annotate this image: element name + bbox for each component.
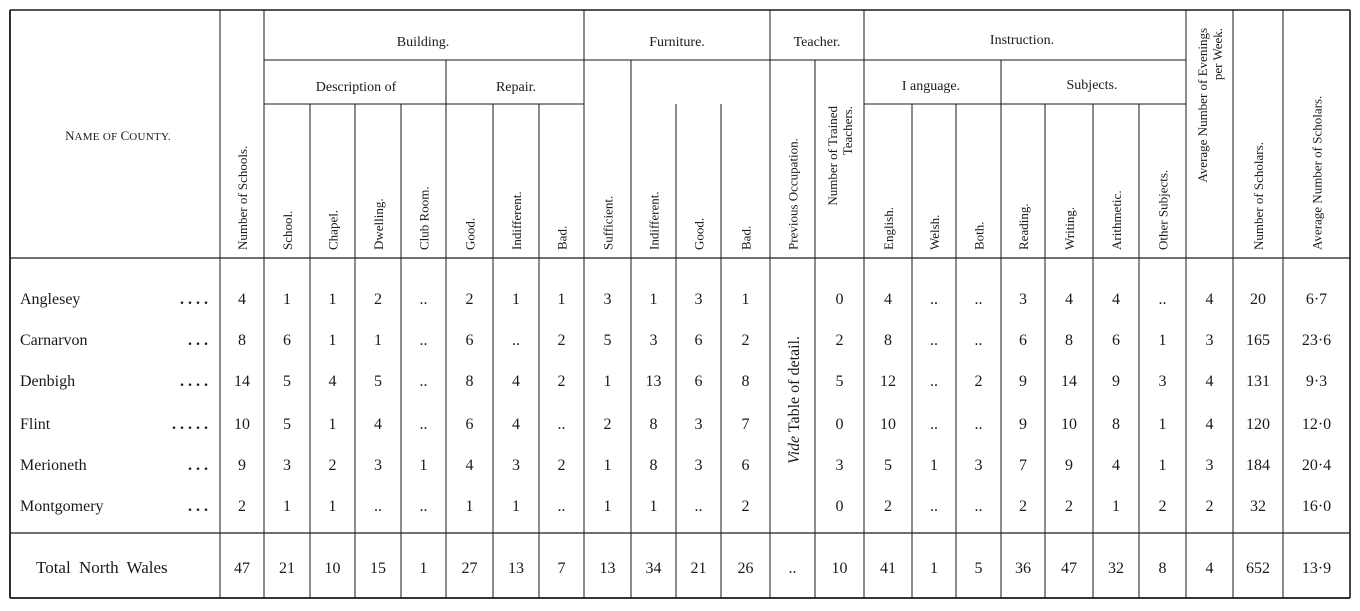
cell-scholars: 120	[1246, 416, 1270, 433]
total-cell-reading: 36	[1015, 560, 1031, 577]
cell-good-repair: 2	[465, 291, 474, 308]
cell-indifferent-furniture: 13	[645, 373, 662, 390]
cell-welsh: 1	[930, 457, 938, 474]
group-header-furniture: Furniture.	[649, 35, 705, 50]
cell-bad-furniture: 7	[741, 416, 750, 433]
cell-arithmetic: 9	[1112, 373, 1120, 390]
cell-bad-furniture: 6	[741, 457, 750, 474]
total-cell-both: 5	[974, 560, 983, 577]
subgroup-header-language: I anguage.	[901, 79, 961, 94]
cell-schools: 8	[238, 332, 246, 349]
table-row	[20, 373, 1327, 390]
county-name: Flint	[20, 416, 51, 433]
cell-other-subjects: 1	[1158, 416, 1167, 433]
cell-arithmetic: 1	[1112, 498, 1120, 515]
total-cell-indifferent-furniture: 34	[645, 560, 662, 577]
cell-schools: 4	[238, 291, 246, 308]
cell-bad-furniture: 2	[741, 498, 750, 515]
cell-other-subjects: 2	[1158, 498, 1167, 515]
total-cell-chapel: 10	[324, 560, 341, 577]
column-headers	[235, 28, 1325, 250]
leader-dots: . . . . .	[172, 416, 208, 433]
column-header-scholars: Number of Scholars.	[1251, 142, 1266, 250]
total-cell-good-repair: 27	[461, 560, 478, 577]
cell-dwelling: 1	[374, 332, 382, 349]
cell-bad-repair: ..	[557, 498, 566, 515]
subgroup-header-description: Description of	[315, 80, 397, 95]
cell-reading: 6	[1019, 332, 1027, 349]
cell-sufficient: 1	[603, 373, 612, 390]
total-cell-schools: 47	[234, 560, 250, 577]
cell-chapel: 1	[328, 498, 337, 515]
cell-english: 5	[884, 457, 892, 474]
total-cell-trained-teachers: 10	[831, 560, 848, 577]
cell-other-subjects: 1	[1158, 457, 1167, 474]
cell-school: 5	[283, 373, 291, 390]
cell-arithmetic: 6	[1112, 332, 1120, 349]
cell-good-furniture: 6	[694, 332, 703, 349]
cell-trained-teachers: 3	[835, 457, 844, 474]
cell-bad-repair: 1	[557, 291, 566, 308]
cell-dwelling: 3	[374, 457, 382, 474]
cell-bad-furniture: 2	[741, 332, 750, 349]
column-header-both: Both.	[971, 221, 987, 250]
column-header-schools: Number of Schools.	[235, 145, 250, 250]
county-name: Anglesey	[20, 291, 81, 308]
cell-good-furniture: 6	[694, 373, 703, 390]
cell-good-repair: 6	[465, 332, 474, 349]
cell-indifferent-repair: 4	[512, 416, 520, 433]
cell-other-subjects: 3	[1158, 373, 1167, 390]
cell-indifferent-repair: 3	[512, 457, 520, 474]
cell-club-room: ..	[419, 332, 428, 349]
cell-scholars: 32	[1250, 498, 1266, 515]
total-cell-english: 41	[880, 560, 896, 577]
county-column-header: NAME OF COUNTY.	[65, 128, 171, 143]
cell-good-furniture: 3	[694, 416, 703, 433]
subgroup-header-repair: Repair.	[495, 80, 537, 95]
cell-scholars: 131	[1246, 373, 1270, 390]
cell-trained-teachers: 5	[835, 373, 844, 390]
cell-club-room: ..	[419, 373, 428, 390]
cell-english: 12	[880, 373, 896, 390]
leader-dots: . . .	[188, 498, 208, 515]
cell-good-furniture: ..	[694, 498, 703, 515]
cell-schools: 14	[234, 373, 250, 390]
cell-school: 6	[283, 332, 291, 349]
column-header-avg-evenings-line-1: Average Number of Evenings	[1195, 28, 1210, 183]
cell-writing: 14	[1061, 373, 1077, 390]
cell-reading: 9	[1019, 416, 1027, 433]
cell-avg-evenings: 3	[1205, 457, 1214, 474]
cell-english: 4	[884, 291, 892, 308]
cell-writing: 4	[1065, 291, 1073, 308]
cell-chapel: 1	[328, 291, 337, 308]
total-cell-previous-occupation: ..	[788, 560, 797, 577]
cell-bad-furniture: 8	[741, 373, 750, 390]
cell-bad-repair: ..	[557, 416, 566, 433]
cell-dwelling: ..	[374, 498, 382, 515]
county-name: Carnarvon	[20, 332, 88, 349]
cell-reading: 2	[1019, 498, 1027, 515]
cell-bad-repair: 2	[557, 373, 566, 390]
cell-both: 3	[974, 457, 983, 474]
total-cell-avg-scholars: 13·9	[1301, 560, 1332, 577]
cell-dwelling: 4	[374, 416, 382, 433]
leader-dots: . . .	[188, 457, 208, 474]
total-cell-bad-furniture: 26	[737, 560, 754, 577]
cell-reading: 3	[1019, 291, 1027, 308]
cell-arithmetic: 4	[1112, 457, 1120, 474]
cell-trained-teachers: 0	[835, 416, 844, 433]
cell-arithmetic: 8	[1112, 416, 1120, 433]
table-rules	[10, 10, 1350, 598]
total-label: Total North Wales	[36, 558, 168, 577]
cell-avg-scholars: 9·3	[1305, 373, 1328, 390]
total-cell-bad-repair: 7	[557, 560, 566, 577]
cell-both: ..	[974, 416, 983, 433]
column-header-avg-evenings-line-2: per Week.	[1210, 28, 1225, 81]
cell-sufficient: 5	[603, 332, 612, 349]
cell-trained-teachers: 2	[835, 332, 844, 349]
column-header-previous-occupation: Previous Occupation.	[785, 138, 801, 250]
cell-schools: 2	[238, 498, 246, 515]
group-header-building: Building.	[396, 35, 450, 50]
cell-club-room: ..	[419, 291, 428, 308]
cell-both: ..	[974, 332, 983, 349]
cell-bad-repair: 2	[557, 332, 566, 349]
group-header-teacher: Teacher.	[793, 35, 841, 50]
cell-club-room: ..	[419, 416, 428, 433]
total-cell-welsh: 1	[930, 560, 938, 577]
cell-indifferent-furniture: 1	[649, 291, 658, 308]
column-header-sufficient: Sufficient.	[600, 195, 616, 250]
cell-writing: 9	[1065, 457, 1073, 474]
cell-chapel: 4	[328, 373, 337, 390]
cell-indifferent-furniture: 8	[649, 457, 658, 474]
total-cell-avg-evenings: 4	[1205, 560, 1214, 577]
cell-avg-scholars: 20·4	[1301, 457, 1332, 474]
county-name: Merioneth	[20, 457, 87, 474]
column-header-good-furniture: Good.	[691, 217, 707, 250]
column-header-school: School.	[280, 210, 295, 250]
cell-scholars: 20	[1250, 291, 1266, 308]
cell-welsh: ..	[930, 498, 938, 515]
leader-dots: . . . .	[180, 291, 208, 308]
column-header-chapel: Chapel.	[325, 209, 341, 250]
cell-indifferent-furniture: 1	[649, 498, 658, 515]
cell-avg-scholars: 6·7	[1305, 291, 1328, 308]
subgroup-header-subjects: Subjects.	[1066, 78, 1118, 93]
cell-sufficient: 1	[603, 498, 612, 515]
column-header-club-room: Club Room.	[416, 186, 432, 250]
cell-scholars: 184	[1246, 457, 1270, 474]
county-name: Montgomery	[20, 498, 104, 515]
total-cell-sufficient: 13	[599, 560, 616, 577]
cell-english: 10	[880, 416, 896, 433]
column-header-welsh: Welsh.	[927, 214, 942, 250]
cell-good-furniture: 3	[694, 291, 703, 308]
cell-good-repair: 8	[465, 373, 474, 390]
cell-indifferent-repair: 1	[512, 498, 520, 515]
cell-both: 2	[974, 373, 983, 390]
cell-club-room: ..	[419, 498, 428, 515]
cell-chapel: 2	[328, 457, 337, 474]
total-cell-arithmetic: 32	[1108, 560, 1124, 577]
total-cell-club-room: 1	[419, 560, 428, 577]
cell-schools: 9	[238, 457, 246, 474]
total-cell-scholars: 652	[1246, 560, 1270, 577]
cell-avg-scholars: 12·0	[1301, 416, 1332, 433]
county-name: Denbigh	[20, 373, 76, 390]
cell-welsh: ..	[930, 291, 938, 308]
cell-club-room: 1	[419, 457, 428, 474]
column-header-bad-furniture: Bad.	[738, 225, 754, 250]
cell-indifferent-furniture: 8	[649, 416, 658, 433]
total-cell-school: 21	[279, 560, 295, 577]
cell-writing: 10	[1061, 416, 1077, 433]
cell-both: ..	[974, 291, 983, 308]
column-header-reading: Reading.	[1016, 203, 1031, 250]
total-cell-good-furniture: 21	[690, 560, 707, 577]
cell-writing: 8	[1065, 332, 1073, 349]
total-cell-dwelling: 15	[370, 560, 386, 577]
cell-both: ..	[974, 498, 983, 515]
cell-avg-evenings: 4	[1205, 373, 1214, 390]
cell-school: 3	[283, 457, 291, 474]
cell-reading: 9	[1019, 373, 1027, 390]
column-header-bad-repair: Bad.	[554, 225, 570, 250]
cell-school: 1	[283, 498, 291, 515]
column-header-trained-teachers-line-2: Teachers.	[840, 106, 855, 156]
cell-indifferent-repair: 1	[512, 291, 520, 308]
column-header-arithmetic: Arithmetic.	[1109, 190, 1124, 250]
cell-trained-teachers: 0	[835, 291, 844, 308]
cell-sufficient: 3	[603, 291, 612, 308]
total-cell-other-subjects: 8	[1158, 560, 1167, 577]
leader-dots: . . . .	[180, 373, 208, 390]
group-header-instruction: Instruction.	[989, 33, 1055, 48]
column-header-dwelling: Dwelling.	[371, 198, 386, 250]
cell-chapel: 1	[328, 332, 337, 349]
cell-dwelling: 5	[374, 373, 382, 390]
cell-trained-teachers: 0	[835, 498, 844, 515]
cell-avg-evenings: 4	[1205, 416, 1214, 433]
total-row	[36, 558, 1331, 577]
cell-english: 2	[884, 498, 892, 515]
column-header-avg-scholars: Average Number of Scholars.	[1309, 95, 1325, 250]
cell-avg-evenings: 3	[1205, 332, 1214, 349]
cell-other-subjects: ..	[1158, 291, 1167, 308]
cell-english: 8	[884, 332, 892, 349]
column-header-indifferent-repair: Indifferent.	[509, 191, 524, 250]
cell-good-repair: 1	[465, 498, 474, 515]
cell-school: 1	[283, 291, 291, 308]
cell-sufficient: 1	[603, 457, 612, 474]
cell-good-repair: 6	[465, 416, 474, 433]
cell-good-repair: 4	[465, 457, 474, 474]
leader-dots: . . .	[188, 332, 208, 349]
column-header-english: English.	[881, 207, 896, 250]
column-header-indifferent-furniture: Indifferent.	[646, 191, 662, 250]
cell-bad-repair: 2	[557, 457, 566, 474]
vide-table-of-detail: Vide Table of detail.	[786, 335, 803, 465]
cell-indifferent-repair: ..	[512, 332, 520, 349]
total-cell-indifferent-repair: 13	[508, 560, 524, 577]
cell-arithmetic: 4	[1112, 291, 1120, 308]
table-row	[20, 291, 1327, 308]
column-header-writing: Writing.	[1062, 206, 1077, 250]
total-cell-writing: 47	[1061, 560, 1077, 577]
cell-good-furniture: 3	[694, 457, 703, 474]
cell-scholars: 165	[1246, 332, 1270, 349]
cell-indifferent-repair: 4	[512, 373, 520, 390]
cell-other-subjects: 1	[1158, 332, 1167, 349]
cell-avg-scholars: 16·0	[1301, 498, 1332, 515]
cell-avg-scholars: 23·6	[1301, 332, 1332, 349]
cell-dwelling: 2	[374, 291, 382, 308]
cell-writing: 2	[1065, 498, 1073, 515]
cell-bad-furniture: 1	[741, 291, 750, 308]
cell-welsh: ..	[930, 416, 938, 433]
cell-school: 5	[283, 416, 291, 433]
column-header-trained-teachers-line-1: Number of Trained	[825, 106, 840, 206]
cell-welsh: ..	[930, 373, 938, 390]
cell-reading: 7	[1019, 457, 1027, 474]
cell-indifferent-furniture: 3	[649, 332, 658, 349]
cell-chapel: 1	[328, 416, 337, 433]
cell-avg-evenings: 2	[1205, 498, 1214, 515]
column-header-good-repair: Good.	[462, 217, 478, 250]
cell-avg-evenings: 4	[1205, 291, 1214, 308]
cell-welsh: ..	[930, 332, 938, 349]
cell-sufficient: 2	[603, 416, 612, 433]
cell-schools: 10	[234, 416, 250, 433]
column-header-other-subjects: Other Subjects.	[1155, 169, 1171, 250]
